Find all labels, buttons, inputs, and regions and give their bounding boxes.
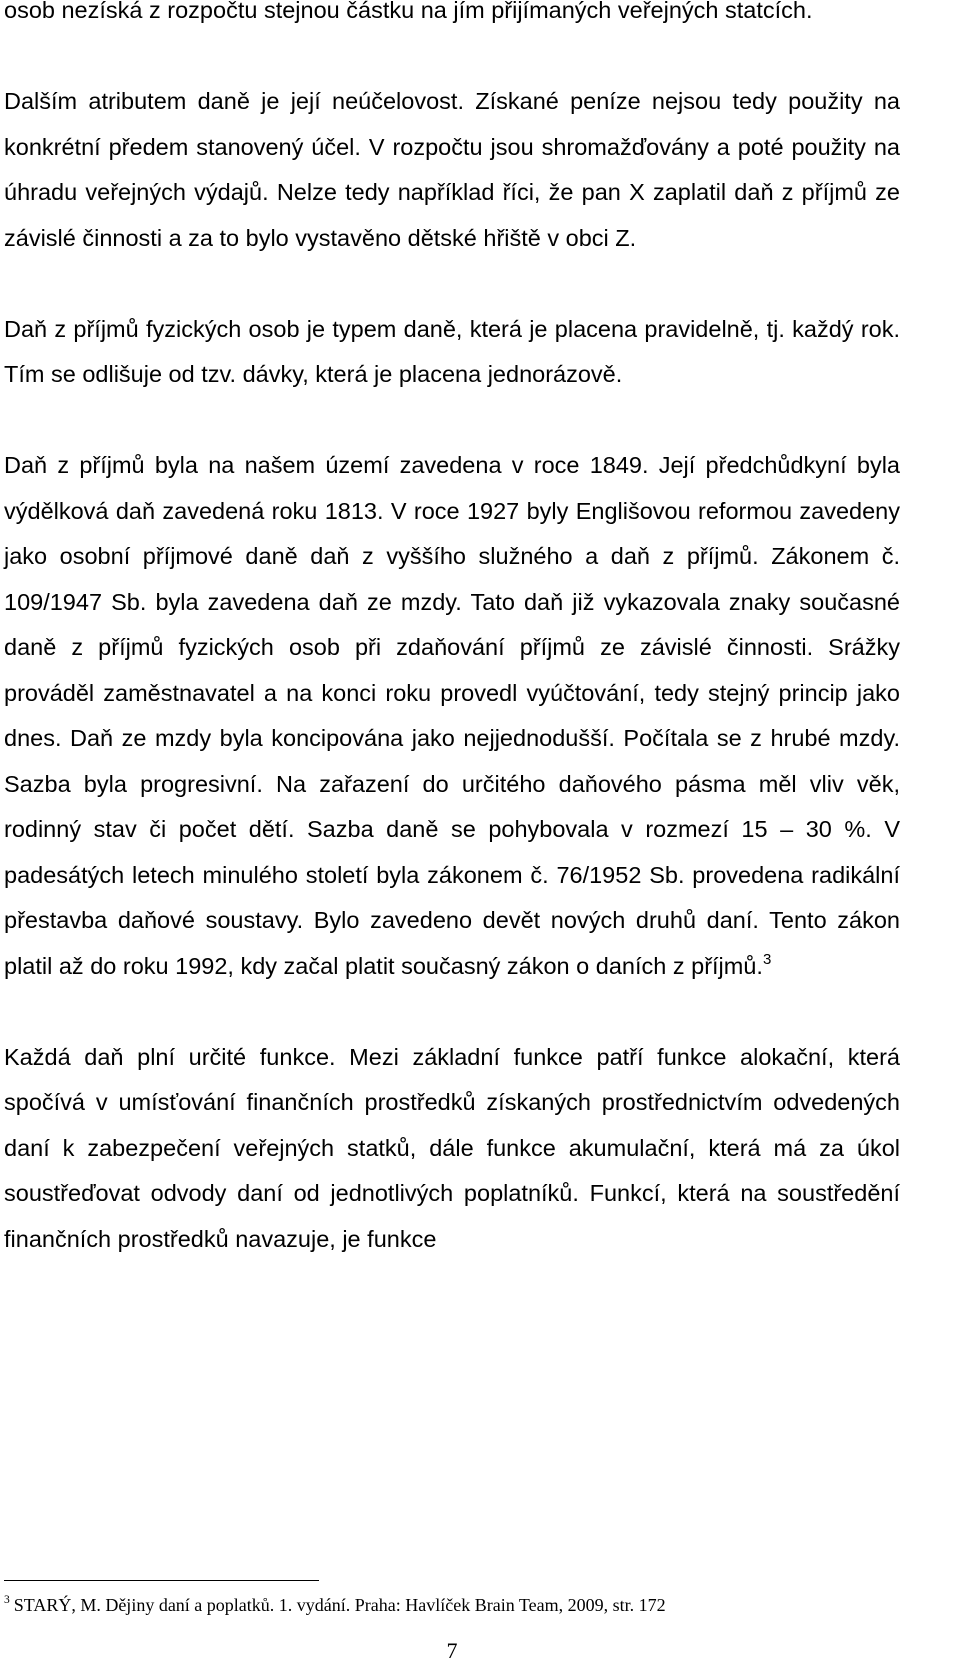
body-text: [4, 0, 900, 1262]
paragraph-4: [4, 443, 900, 989]
paragraph-gap: [4, 34, 900, 80]
paragraph-3: Daň z příjmů fyzických osob je typem daně, která je placena pravidelně, tj. každý rok. Tím se odlišuje od tzv. dávky, která je placena jednorázově.: [4, 315, 900, 387]
page-number: 7: [446, 1638, 458, 1663]
paragraph-4-text: Daň z příjmů byla na našem území zavedena v roce 1849. Její předchůdkyní byla výdělková daň zavedená roku 1813. V roce 1927 byly Englišovou reformou zavedeny jako osobní příjmové daně daň z vyššího služného a daň z příjmů. Zákonem č. 109/1947 Sb. byla zavedena daň ze mzdy. Tato daň již vykazovala znaky současné daně z příjmů fyzických osob při zdaňování příjmů ze závislé činnosti. Srážky prováděl zaměstnavatel a na konci roku provedl vyúčtování, tedy stejný princip jako dnes. Daň ze mzdy byla koncipována jako nejjednodušší. Počítala se z hrubé mzdy. Sazba byla progresivní. Na zařazení do určitého daňového pásma měl vliv věk, rodinný stav či počet dětí. Sazba daně se pohybovala v rozmezí 15 – 30 %. V padesátých letech minulého století byla zákonem č. 76/1952 Sb. provedena radikální přestavba daňové soustavy. Bylo zavedeno devět nových druhů daní. Tento zákon platil až do roku 1992, kdy začal platit současný zákon o daních z příjmů.: [4, 452, 900, 979]
footnote-text: STARÝ, M. Dějiny daní a poplatků. 1. vydání. Praha: Havlíček Brain Team, 2009, str. 172: [13, 1595, 666, 1615]
paragraph-gap: [4, 261, 900, 307]
paragraph-gap: [4, 989, 900, 1035]
paragraph-5: Každá daň plní určité funkce. Mezi základní funkce patří funkce alokační, která spočívá v umísťování finančních prostředků získaných prostřednictvím odvedených daní k zabezpečení veřejných statků, dále funkce akumulační, která má za úkol soustřeďovat odvody daní od jednotlivých poplatníků. Funkcí, která na soustředění finančních prostředků navazuje, je funkce: [4, 1043, 900, 1252]
paragraph-gap: [4, 398, 900, 444]
paragraph-1: osob nezíská z rozpočtu stejnou částku na jím přijímaných veřejných statcích.: [4, 0, 813, 23]
footnote: [4, 1594, 904, 1616]
footnote-reference[interactable]: 3: [762, 950, 772, 968]
footnote-number: 3: [4, 1594, 10, 1606]
footnote-separator: [4, 1580, 319, 1581]
paragraph-2: Dalším atributem daně je její neúčelovost. Získané peníze nejsou tedy použity na konkrétní předem stanovený účel. V rozpočtu jsou shromažďovány a poté použity na úhradu veřejných výdajů. Nelze tedy například říci, že pan X zaplatil daň z příjmů ze závislé činnosti a za to bylo vystavěno dětské hřiště v obci Z.: [4, 88, 900, 251]
